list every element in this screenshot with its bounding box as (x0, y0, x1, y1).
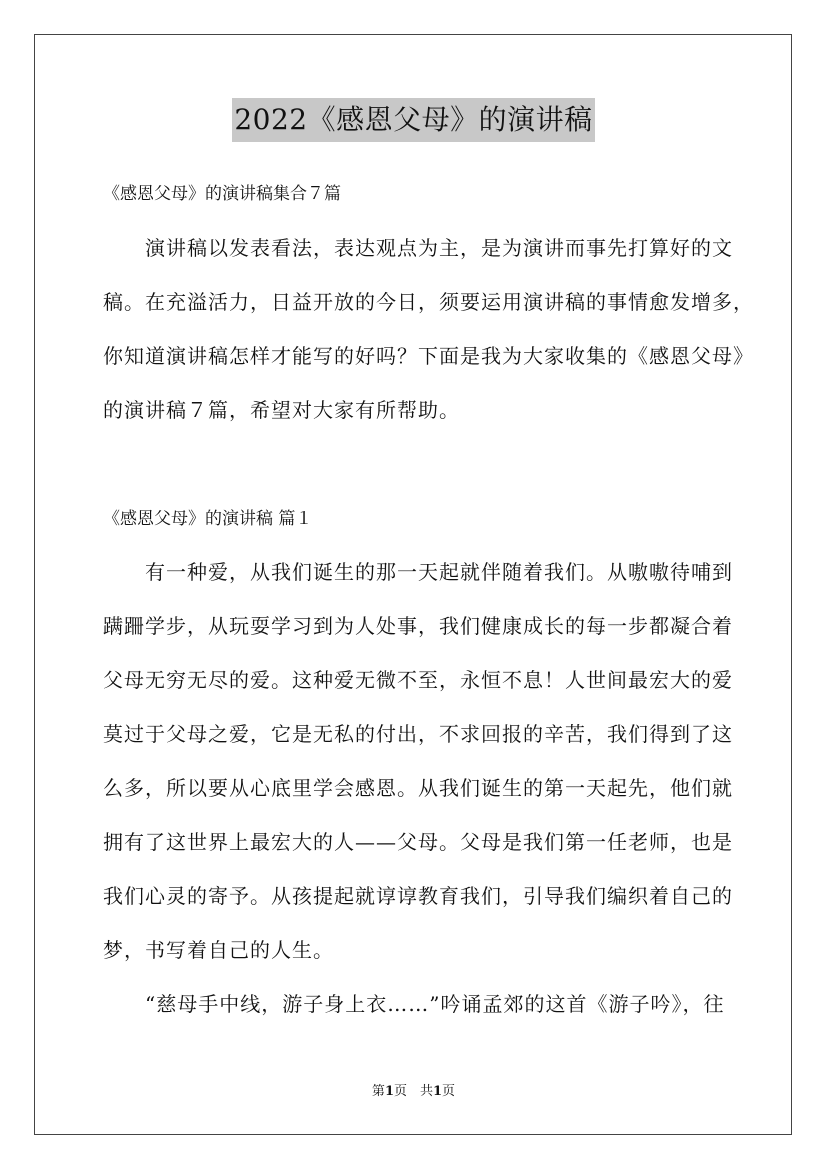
section-line: 蹒跚学步，从玩耍学习到为人处事，我们健康成长的每一步都凝合着 (103, 614, 733, 638)
intro-line: 稿。在充溢活力，日益开放的今日，须要运用演讲稿的事情愈发增多， (103, 290, 754, 314)
footer-mid: 页 共 (393, 1084, 433, 1099)
intro-line: 演讲稿以发表看法，表达观点为主，是为演讲而事先打算好的文 (103, 236, 733, 260)
section-line: 么多，所以要从心底里学会感恩。从我们诞生的第一天起先，他们就 (103, 776, 733, 800)
footer-total-pages: 1 (433, 1084, 443, 1099)
section-heading: 《感恩父母》的演讲稿 篇１ (103, 509, 313, 529)
footer-page-number: 1 (384, 1084, 394, 1099)
section-line: 莫过于父母之爱，它是无私的付出，不求回报的辛苦，我们得到了这 (103, 722, 733, 746)
section-line: 梦，书写着自己的人生。 (103, 938, 334, 962)
section-line: 有一种爱，从我们诞生的那一天起就伴随着我们。从嗷嗷待哺到 (103, 560, 733, 584)
intro-line: 的演讲稿７篇，希望对大家有所帮助。 (103, 398, 460, 422)
document-title: 2022《感恩父母》的演讲稿 (232, 98, 594, 142)
page-footer (0, 1082, 827, 1102)
section-line: 我们心灵的寄予。从孩提起就谆谆教育我们，引导我们编织着自己的 (103, 884, 733, 908)
footer-prefix: 第 (371, 1084, 385, 1099)
title-container (0, 98, 827, 142)
section-line: 拥有了这世界上最宏大的人——父母。父母是我们第一任老师，也是 (103, 830, 733, 854)
intro-line: 你知道演讲稿怎样才能写的好吗？下面是我为大家收集的《感恩父母》 (103, 344, 754, 368)
footer-suffix: 页 (442, 1084, 456, 1099)
document-subtitle: 《感恩父母》的演讲稿集合７篇 (103, 184, 341, 204)
section-line: “慈母手中线，游子身上衣……”吟诵孟郊的这首《游子吟》，往 (103, 992, 725, 1016)
section-line: 父母无穷无尽的爱。这种爱无微不至，永恒不息！人世间最宏大的爱 (103, 668, 733, 692)
